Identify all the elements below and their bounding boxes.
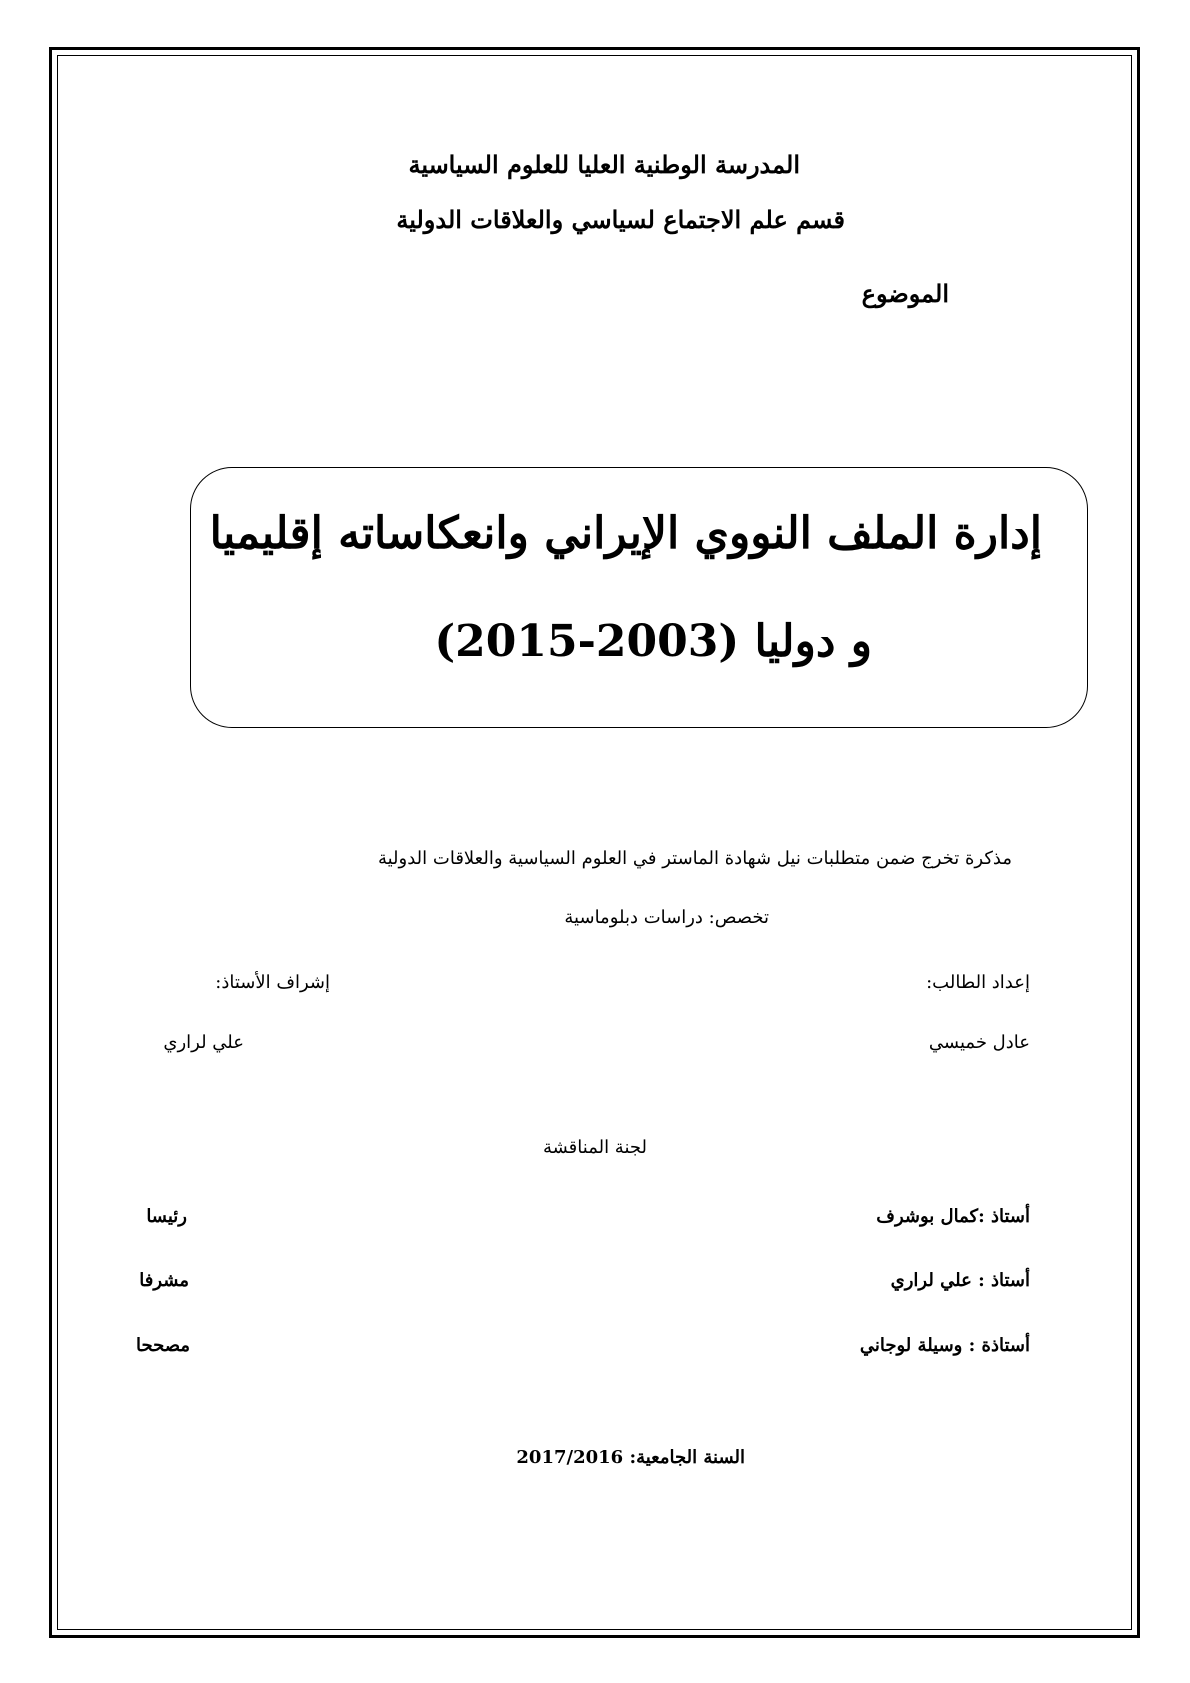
student-name: عادل خميسي [928,1032,1030,1053]
supervisor-label: إشراف الأستاذ: [215,972,330,993]
thesis-title-line-1: إدارة الملف النووي الإيراني وانعكاساته إقليميا [209,508,1042,559]
thesis-title-line-2: و دوليا (2003-2015) [434,616,872,667]
specialization: تخصص: دراسات دبلوماسية [564,907,769,928]
committee-title: لجنة المناقشة [542,1137,647,1158]
committee-member-name: أستاذة : وسيلة لوجاني [859,1335,1030,1356]
subject-label: الموضوع [861,279,949,308]
committee-member-role: مشرفا [139,1270,189,1291]
page-border-inner [57,55,1132,1630]
department-name: قسم علم الاجتماع لسياسي والعلاقات الدولية [396,205,845,234]
title-box [190,467,1088,728]
supervisor-name: علي لراري [163,1032,244,1053]
thesis-description: مذكرة تخرج ضمن متطلبات نيل شهادة الماستر في العلوم السياسية والعلاقات الدولية [377,848,1012,869]
committee-member-role: رئيسا [146,1206,187,1227]
student-label: إعداد الطالب: [926,972,1030,993]
school-name: المدرسة الوطنية العليا للعلوم السياسية [408,150,800,179]
committee-member-name: أستاذ :كمال بوشرف [876,1206,1030,1227]
committee-member-role: مصححا [136,1335,190,1356]
committee-member-name: أستاذ : علي لراري [890,1270,1030,1291]
academic-year: السنة الجامعية: 2017/2016 [516,1447,745,1468]
